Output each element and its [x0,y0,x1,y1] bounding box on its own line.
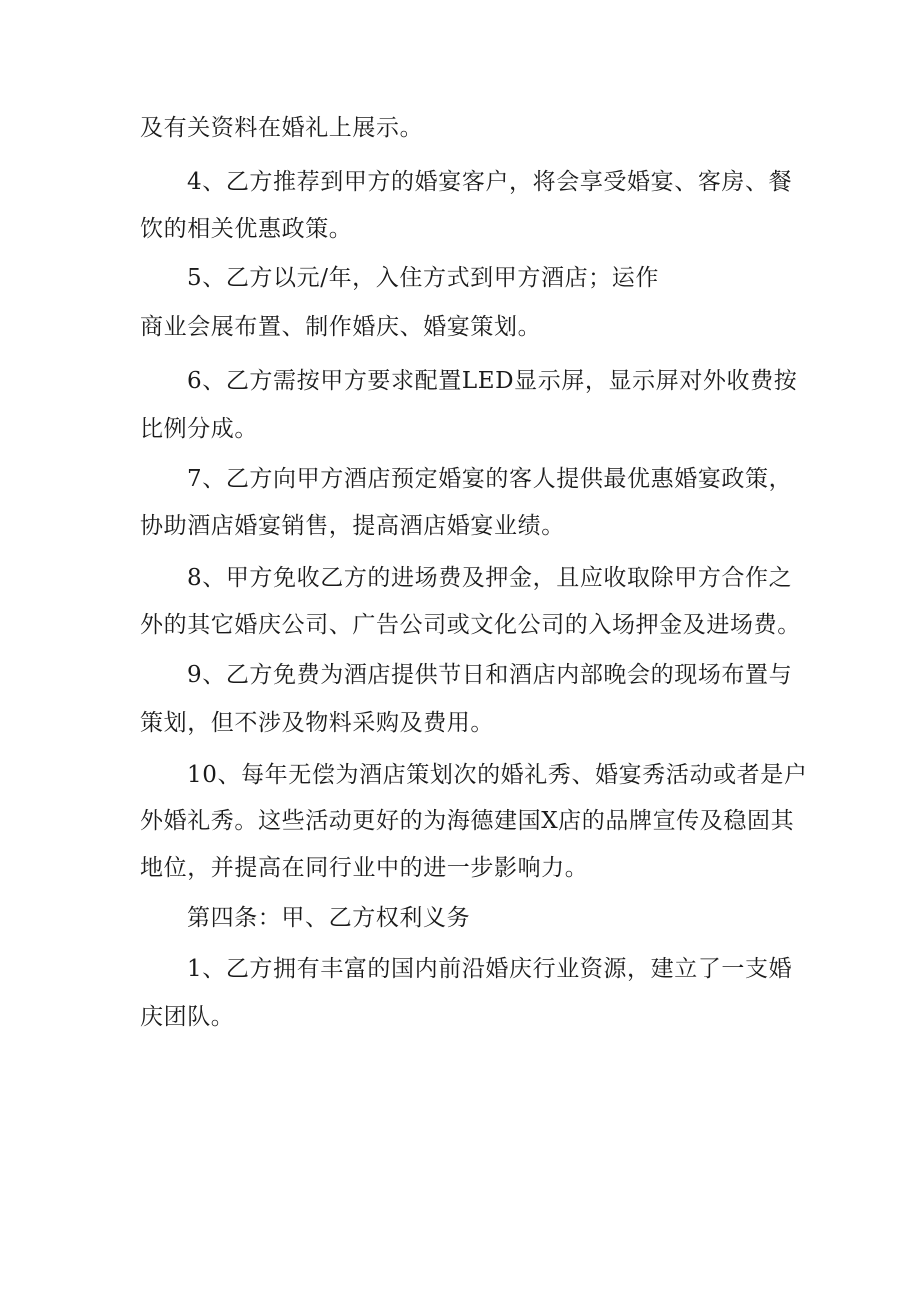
text-line: 地位，并提高在同行业中的进一步影响力。 [140,855,589,881]
text-line: 1、乙方拥有丰富的国内前沿婚庆行业资源，建立了一支婚 [187,956,793,982]
text-line: 9、乙方免费为酒店提供节日和酒店内部晚会的现场布置与 [187,662,793,688]
text-line: 外婚礼秀。这些活动更好的为海德建国X店的品牌宣传及稳固其 [140,808,795,834]
text-line: 比例分成。 [140,416,258,442]
text-line: 7、乙方向甲方酒店预定婚宴的客人提供最优惠婚宴政策， [187,466,793,492]
text-line: 饮的相关优惠政策。 [140,216,353,242]
section-heading: 第四条：甲、乙方权利义务 [187,905,471,931]
text-line: 庆团队。 [140,1004,235,1030]
text-line: 策划，但不涉及物料采购及费用。 [140,710,494,736]
text-line: 8、甲方免收乙方的进场费及押金，且应收取除甲方合作之 [187,565,793,591]
text-line: 外的其它婚庆公司、广告公司或文化公司的入场押金及进场费。 [140,612,801,638]
text-line: 协助酒店婚宴销售，提高酒店婚宴业绩。 [140,513,565,539]
text-line: 6、乙方需按甲方要求配置LED显示屏，显示屏对外收费按 [187,368,798,394]
text-line: 4、乙方推荐到甲方的婚宴客户，将会享受婚宴、客房、餐 [187,169,793,195]
text-line: 及有关资料在婚礼上展示。 [140,115,424,141]
text-line: 商业会展布置、制作婚庆、婚宴策划。 [140,314,542,340]
text-line: 5、乙方以元/年，入住方式到甲方酒店；运作 [187,265,659,291]
text-line: 10、每年无偿为酒店策划次的婚礼秀、婚宴秀活动或者是户 [187,762,808,788]
